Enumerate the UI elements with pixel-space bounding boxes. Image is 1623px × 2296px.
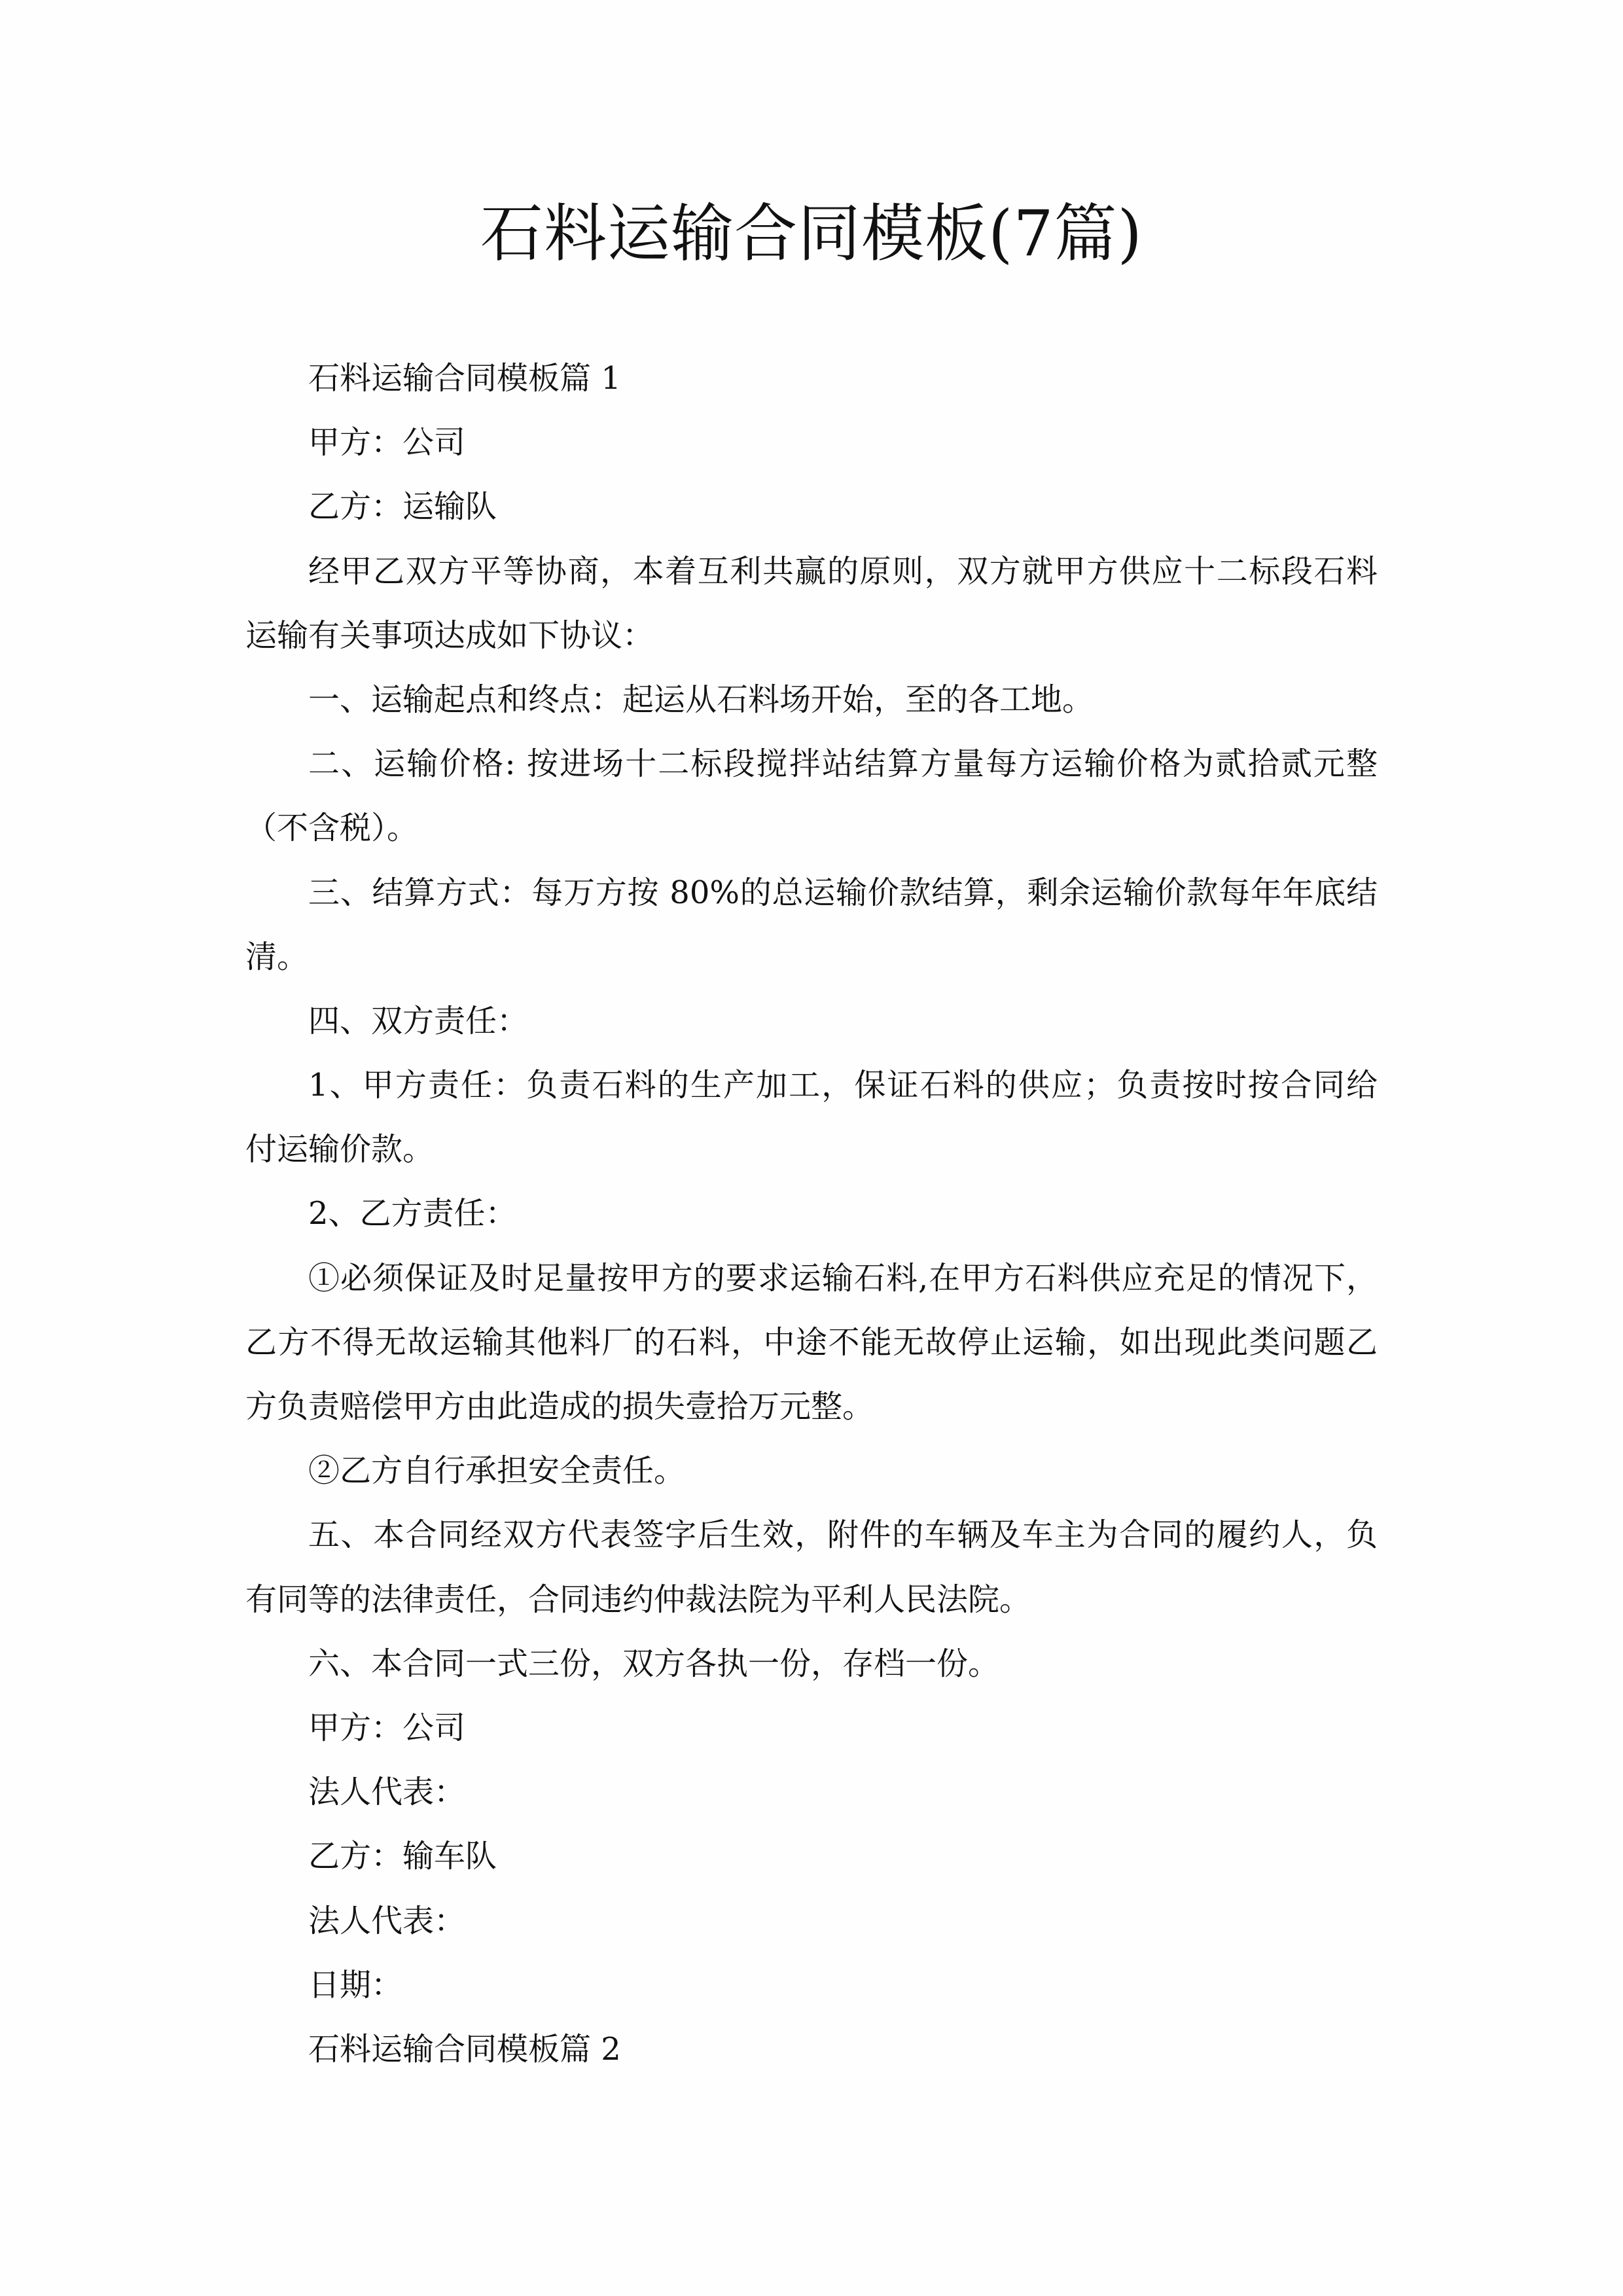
paragraph-line: 三、结算方式：每万方按 80%的总运输价款结算，剩余运输价款每年年底结 [308,874,1378,911]
paragraph-line: 运输有关事项达成如下协议： [245,617,654,654]
clause-6 [245,1632,1378,1696]
clause-4-2 [245,1181,1378,1246]
paragraph-line: 乙方不得无故运输其他料厂的石料，中途不能无故停止运输，如出现此类问题乙 [245,1323,1378,1361]
section-heading-1 [245,346,1378,410]
paragraph-line: 石料运输合同模板篇 2 [308,2030,621,2068]
paragraph-line: 石料运输合同模板篇 1 [308,360,621,397]
paragraph-line: 四、双方责任： [308,1002,529,1039]
clause-4 [245,989,1378,1053]
paragraph-line: ①必须保证及时足量按甲方的要求运输石料,在甲方石料供应充足的情况下， [308,1259,1378,1297]
paragraph-line: 法人代表： [308,1774,466,1811]
paragraph-line: 六、本合同一式三份，双方各执一份，存档一份。 [308,1645,1000,1682]
signature-legal-rep-a [245,1760,1378,1824]
section-heading-2 [245,2017,1378,2081]
paragraph-line: 二、运输价格: 按进场十二标段搅拌站结算方量每方运输价格为贰拾贰元整 [308,745,1378,783]
clause-4-1 [245,1053,1378,1181]
signature-legal-rep-b [245,1889,1378,1953]
paragraph-line: ②乙方自行承担安全责任。 [308,1452,686,1490]
paragraph-line: 付运输价款。 [245,1131,435,1168]
preamble-paragraph [245,539,1378,668]
paragraph-line: 一、运输起点和终点：起运从石料场开始，至的各工地。 [308,681,1094,718]
paragraph-line: 有同等的法律责任，合同违约仲裁法院为平利人民法院。 [245,1581,1031,1618]
paragraph-line: 日期： [308,1966,403,2003]
signature-party-a [245,1696,1378,1760]
paragraph-line: 2、乙方责任： [308,1195,517,1232]
signature-date [245,1953,1378,2017]
clause-4-2-item-2 [245,1439,1378,1503]
clause-4-2-item-1 [245,1246,1378,1439]
paragraph-line: 经甲乙双方平等协商，本着互利共赢的原则，双方就甲方供应十二标段石料 [308,552,1378,590]
paragraph-line: （不含税）。 [245,810,419,847]
clause-5 [245,1503,1378,1631]
signature-party-b [245,1824,1378,1888]
paragraph-line: 乙方：运输队 [308,488,497,526]
paragraph-line: 甲方：公司 [308,424,466,461]
clause-3 [245,861,1378,989]
clause-2 [245,732,1378,860]
paragraph-line: 甲方：公司 [308,1709,466,1746]
party-b [245,475,1378,539]
paragraph-line: 方负责赔偿甲方由此造成的损失壹拾万元整。 [245,1388,874,1425]
clause-1 [245,668,1378,732]
paragraph-line: 乙方：输车队 [308,1838,497,1875]
document-body [245,346,1378,2081]
party-a [245,410,1378,475]
paragraph-line: 法人代表： [308,1902,466,1939]
document-title: 石料运输合同模板(7篇) [480,197,1143,270]
paragraph-line: 清。 [245,938,309,975]
paragraph-line: 五、本合同经双方代表签字后生效，附件的车辆及车主为合同的履约人，负 [308,1516,1378,1554]
paragraph-line: 1、甲方责任：负责石料的生产加工，保证石料的供应；负责按时按合同给 [308,1067,1378,1104]
